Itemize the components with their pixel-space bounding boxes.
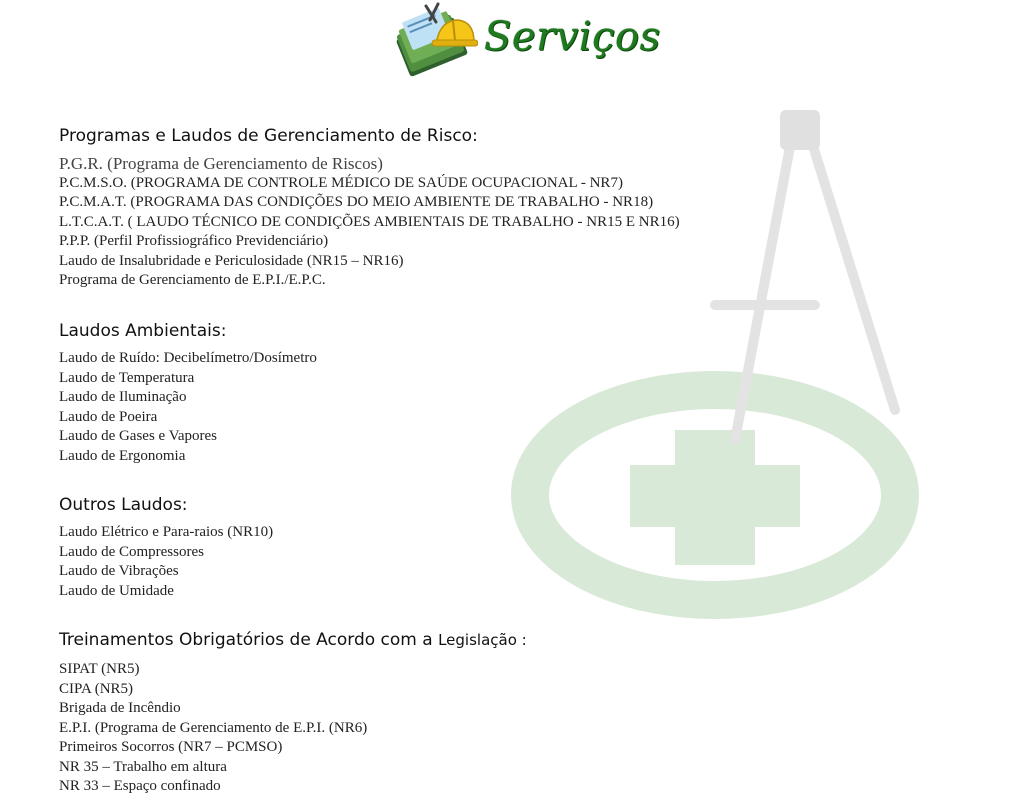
section-title: Laudos Ambientais: xyxy=(59,321,227,341)
service-list xyxy=(59,523,273,601)
list-item: Laudo de Poeira xyxy=(59,408,158,425)
list-item: Laudo de Compressores xyxy=(59,543,204,560)
page-title: Serviços xyxy=(484,14,661,60)
section-risk-programs xyxy=(59,126,680,291)
section-title: Programas e Laudos de Gerenciamento de Risco: xyxy=(59,126,478,146)
list-item: NR 33 – Espaço confinado xyxy=(59,778,221,794)
list-item: Laudo de Ergonomia xyxy=(59,447,186,464)
service-list xyxy=(59,154,680,291)
list-item: P.G.R. (Programa de Gerenciamento de Riscos) xyxy=(59,154,383,173)
section-title-main: Treinamentos Obrigatórios de Acordo com a xyxy=(59,630,439,650)
section-title: Outros Laudos: xyxy=(59,495,188,515)
list-item: Brigada de Incêndio xyxy=(59,700,181,716)
list-item: P.P.P. (Perfil Profissiográfico Previdenciário) xyxy=(59,233,329,249)
section-other-reports xyxy=(59,495,273,601)
service-list xyxy=(59,660,527,797)
list-item: Primeiros Socorros (NR7 – PCMSO) xyxy=(59,739,283,755)
section-mandatory-trainings xyxy=(59,630,527,797)
list-item: P.C.M.A.T. (PROGRAMA DAS CONDIÇÕES DO MEIO AMBIENTE DE TRABALHO - NR18) xyxy=(59,194,654,210)
folder-hardhat-icon xyxy=(390,0,478,80)
section-environmental-reports xyxy=(59,321,317,466)
list-item: SIPAT (NR5) xyxy=(59,661,140,677)
list-item: Laudo de Iluminação xyxy=(59,389,187,405)
list-item: P.C.M.S.O. (PROGRAMA DE CONTROLE MÉDICO DE SAÚDE OCUPACIONAL - NR7) xyxy=(59,174,623,191)
header xyxy=(390,0,661,80)
list-item: Laudo de Temperatura xyxy=(59,369,195,386)
list-item: L.T.C.A.T. ( LAUDO TÉCNICO DE CONDIÇÕES AMBIENTAIS DE TRABALHO - NR15 E NR16) xyxy=(59,213,680,230)
list-item: NR 35 – Trabalho em altura xyxy=(59,758,227,775)
list-item: Laudo de Ruído: Decibelímetro/Dosímetro xyxy=(59,350,317,366)
section-title-suffix: Legislação : xyxy=(438,631,527,649)
list-item: Laudo de Gases e Vapores xyxy=(59,428,218,444)
list-item: Laudo de Vibrações xyxy=(59,563,179,579)
service-list xyxy=(59,349,317,466)
list-item: Laudo de Insalubridade e Periculosidade (NR15 – NR16) xyxy=(59,252,404,269)
list-item: E.P.I. (Programa de Gerenciamento de E.P.I. (NR6) xyxy=(59,719,368,736)
list-item: Laudo de Umidade xyxy=(59,582,174,599)
list-item: Laudo Elétrico e Para-raios (NR10) xyxy=(59,524,274,540)
list-item: CIPA (NR5) xyxy=(59,680,134,697)
section-title xyxy=(59,630,527,650)
list-item: Programa de Gerenciamento de E.P.I./E.P.C. xyxy=(59,272,326,288)
